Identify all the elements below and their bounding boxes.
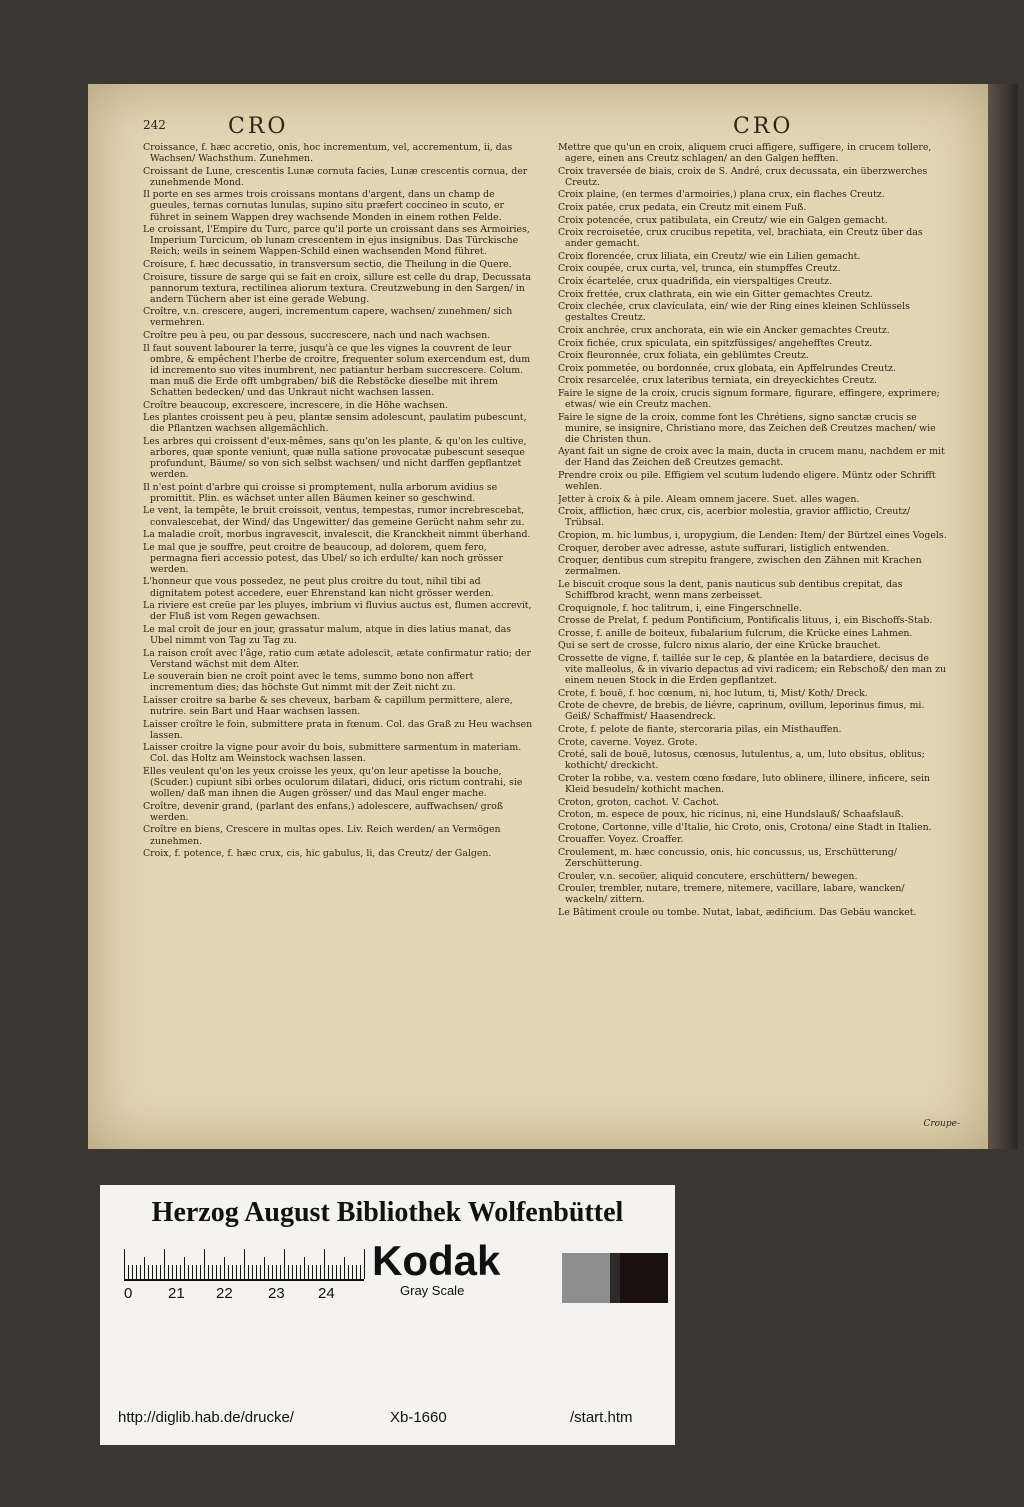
dictionary-entry: Croquer, dentibus cum strepitu frangere, zwischen den Zähnen mit Krachen zermalmen.	[558, 555, 922, 578]
url-label: http://diglib.hab.de/drucke/	[118, 1409, 294, 1426]
dictionary-entry: Il n'est point d'arbre qui croisse si promptement, nulla arborum avidius se promittit. Plin. es wächset unter allen Bäumen keiner so geschwind.	[143, 481, 498, 504]
ruler-tick	[284, 1249, 285, 1279]
ruler-tick	[260, 1265, 261, 1279]
dictionary-entry: Les plantes croissent peu à peu, plantæ sensim adolescunt, paulatim pubescunt, die Pflantzen wachsen allgemächlich.	[143, 412, 527, 435]
dictionary-entry: Le biscuit croque sous la dent, panis nauticus sub dentibus crepitat, das Schiffbrod kracht, wenn mans zerbeisset.	[558, 578, 903, 601]
dictionary-entry: Cropion, m. hic lumbus, i, uropygium, die Lenden: Item/ der Bürtzel eines Vogels.	[558, 530, 947, 541]
ruler-tick	[200, 1265, 201, 1279]
ruler-tick	[296, 1265, 297, 1279]
ruler-tick	[276, 1265, 277, 1279]
dictionary-entry: Le vent, la tempête, le bruit croissoit, ventus, tempestas, rumor increbrescebat, convalescebat, der Wind/ das Ungewitter/ das gemeine Gerücht nahm sehr zu.	[143, 505, 525, 528]
ruler-tick	[300, 1265, 301, 1279]
dictionary-entry: Croix frettée, crux clathrata, ein wie ein Gitter gemachtes Creutz.	[558, 288, 873, 300]
dictionary-entry: Elles veulent qu'on les yeux croisse les yeux, qu'on leur apetisse la bouche, (Scuder.) cupiunt sibi orbes oculorum dilatari, diduci, oris rictum contrahi, sie wollen/ daß man ihnen die Augen grösser/ und das Maul enger mache.	[143, 765, 523, 800]
dictionary-entry: Croix traversée de biais, croix de S. André, crux decussata, ein überzwerches Creutz.	[558, 165, 928, 188]
ruler-number: 24	[318, 1285, 335, 1302]
dictionary-entry: Croître, v.n. crescere, augeri, incrementum capere, wachsen/ zunehmen/ sich vermehren.	[143, 306, 513, 329]
dictionary-entry: Croix fichée, crux spiculata, ein spitzfüssiges/ angehefftes Creutz.	[558, 337, 873, 349]
gray-scale-label: Gray Scale	[400, 1283, 465, 1298]
dictionary-entry: Crote, f. bouë, f. hoc cœnum, ni, hoc lutum, ti, Mist/ Koth/ Dreck.	[558, 687, 868, 699]
ruler-tick	[316, 1265, 317, 1279]
dictionary-entry: Faire le signe de la croix, crucis signum formare, figurare, effingere, exprimere; etwas/ wie ein Creutz machen.	[558, 387, 940, 410]
dictionary-entry: Croix plaine, (en termes d'armoiries,) plana crux, ein flaches Creutz.	[558, 189, 885, 201]
ruler-tick	[272, 1265, 273, 1279]
dictionary-entry: Le croissant, l'Empire du Turc, parce qu'il porte un croissant dans ses Armoiries, Imperium Turcicum, ob lunam crescentem in ejus insignibus. Das Türckische Reich; weils in seinem Wappen-Schild einen wachsenden Mond führet.	[143, 224, 530, 258]
dictionary-entry: Croix, f. potence, f. hæc crux, cis, hic gabulus, li, das Creutz/ der Galgen.	[143, 848, 492, 860]
gray-swatch	[562, 1253, 610, 1303]
dictionary-entry: Croix potencée, crux patibulata, ein Creutz/ wie ein Galgen gemacht.	[558, 214, 888, 226]
ruler-tick	[188, 1265, 189, 1279]
dictionary-entry: L'honneur que vous possedez, ne peut plus croitre du tout, nihil tibi ad dignitatem potest accedere, euer Ehrenstand kan nicht grösser werden.	[143, 576, 494, 599]
ruler-tick	[208, 1265, 209, 1279]
ruler-tick	[308, 1265, 309, 1279]
ruler-tick	[156, 1265, 157, 1279]
ruler-tick	[280, 1265, 281, 1279]
left-column	[143, 142, 533, 1132]
ruler-tick	[152, 1265, 153, 1279]
ruler-tick	[192, 1265, 193, 1279]
dictionary-entry: Croisure, tissure de sarge qui se fait en croix, sillure est celle du drap, Decussata pannorum textura, rectilinea aliorum textura. Creutzwebung in den Sargen/ in andern Tüchern aber ist eine gerade Webung.	[143, 271, 532, 305]
dictionary-entry: Mettre que qu'un en croix, aliquem cruci affigere, suffigere, in crucem tollere, agere, einen ans Creutz schlagen/ an den Galgen hefften.	[558, 142, 932, 165]
dictionary-entry: La raison croît avec l'âge, ratio cum ætate adolescit, ætate confirmatur ratio; der Verstand wächst mit dem Alter.	[143, 647, 531, 670]
ruler-tick	[220, 1265, 221, 1279]
ruler-number: 23	[268, 1285, 285, 1302]
ruler-tick	[124, 1249, 125, 1279]
ruler-tick	[228, 1265, 229, 1279]
ruler-tick	[172, 1265, 173, 1279]
ruler-tick	[144, 1257, 145, 1279]
dictionary-entry: Croix anchrée, crux anchorata, ein wie ein Ancker gemachtes Creutz.	[558, 324, 890, 336]
shelfmark-label: Xb-1660	[390, 1409, 447, 1426]
running-head-left: CRO	[228, 114, 289, 139]
ruler-tick	[336, 1265, 337, 1279]
dictionary-entry: Croix coupée, crux curta, vel, trunca, ein stumpffes Creutz.	[558, 263, 841, 275]
ruler-tick	[196, 1265, 197, 1279]
ruler-number: 0	[124, 1285, 133, 1302]
ruler-tick	[244, 1249, 245, 1279]
ruler-tick	[204, 1249, 205, 1279]
dictionary-entry: Crote, f. pelote de fiante, stercoraria pilas, ein Misthauffen.	[558, 724, 842, 735]
ruler-tick	[352, 1265, 353, 1279]
dictionary-entry: Croix pommetée, ou bordonnée, crux globata, ein Apffelrundes Creutz.	[558, 362, 896, 374]
dictionary-entry: Croix recroisetée, crux crucibus repetita, vel, brachiata, ein Creutz über das ander gemacht.	[558, 227, 923, 250]
dictionary-entry: Le mal croît de jour en jour, grassatur malum, atque in dies latius manat, das Ubel nimmt von Tag zu Tag zu.	[143, 623, 512, 646]
dictionary-entry: Croître peu à peu, ou par dessous, succrescere, nach und nach wachsen.	[143, 330, 491, 341]
ruler-tick	[340, 1265, 341, 1279]
dictionary-entry: Crosse, f. anille de boiteux, fubalarium fulcrum, die Krücke eines Lahmen.	[558, 627, 913, 639]
dictionary-entry: La riviere est creüe par les pluyes, imbrium vi fluvius auctus est, flumen accrevit, der Fluß ist vom Regen gewachsen.	[143, 600, 532, 623]
dictionary-entry: Les arbres qui croissent d'eux-mêmes, sans qu'on les plante, & qu'on les cultive, arbores, quæ sponte veniunt, quæ nulla satione provocatæ pubescunt seseque profundunt, Bäume/ so von sich selbst wachsen/ und nicht darffen gepflantzet werden.	[143, 435, 527, 481]
dictionary-entry: Croix fleuronnée, crux foliata, ein geblümtes Creutz.	[558, 350, 809, 362]
dictionary-entry: Croton, m. espece de poux, hic ricinus, ni, eine Hundslauß/ Schaafslauß.	[558, 809, 904, 821]
book-page	[88, 84, 988, 1149]
dictionary-entry: Croter la robbe, v.a. vestem cœno fœdare, luto oblinere, illinere, inficere, sein Kleid besudeln/ kothicht machen.	[558, 772, 931, 795]
dictionary-entry: Le mal que je souffre, peut croitre de beaucoup, ad dolorem, quem fero, permagna fieri accessio potest, das Ubel/ so ich erdulte/ kan noch grösser werden.	[143, 541, 503, 575]
dictionary-entry: Le Bâtiment croule ou tombe. Nutat, labat, ædificium. Das Gebäu wancket.	[558, 906, 917, 918]
ruler-tick	[348, 1265, 349, 1279]
dictionary-entry: Croix patée, crux pedata, ein Creutz mit einem Fuß.	[558, 201, 807, 213]
ruler-tick	[160, 1265, 161, 1279]
ruler-tick	[248, 1265, 249, 1279]
ruler-tick	[240, 1265, 241, 1279]
ruler-tick	[364, 1249, 365, 1279]
dictionary-entry: Croissance, f. hæc accretio, onis, hoc incrementum, vel, accrementum, ii, das Wachsen/ Wachsthum. Zunehmen.	[143, 142, 513, 165]
ruler-tick	[360, 1265, 361, 1279]
dictionary-entry: Croquer, derober avec adresse, astute suffurari, listiglich entwenden.	[558, 542, 890, 554]
start-label: /start.htm	[570, 1409, 633, 1426]
dictionary-entry: Croisure, f. hæc decussatio, in transversum sectio, die Theilung in die Quere.	[143, 258, 512, 270]
ruler-tick	[252, 1265, 253, 1279]
dictionary-entry: Croître beaucoup, excrescere, increscere, in die Höhe wachsen.	[143, 399, 448, 411]
ruler-tick	[312, 1265, 313, 1279]
ruler-tick	[184, 1257, 185, 1279]
ruler-tick	[344, 1257, 345, 1279]
library-title: Herzog August Bibliothek Wolfenbüttel	[151, 1197, 624, 1228]
ruler-tick	[304, 1257, 305, 1279]
dictionary-entry: Qui se sert de crosse, fulcro nixus alario, der eine Krücke brauchet.	[558, 640, 881, 652]
dictionary-entry: Croître, devenir grand, (parlant des enfans,) adolescere, auffwachsen/ groß werden.	[143, 800, 504, 823]
dictionary-entry: Crouler, v.n. secoüer, aliquid concutere, erschüttern/ bewegen.	[558, 870, 858, 882]
dictionary-entry: Il faut souvent labourer la terre, jusqu'à ce que les vignes la couvrent de leur ombre, & empêchent l'herbe de croitre, frequenter solum exercendum est, dum id incremento suo vites inumbrent, nec patiantur herbam succrescere. Colum. man muß die Erde offt umbgraben/ biß die Rebstöcke dieselbe mit ihrem Schatten bedecken/ und das Unkraut nicht wachsen lassen.	[143, 342, 531, 398]
ruler-tick	[356, 1265, 357, 1279]
ruler-tick	[176, 1265, 177, 1279]
dictionary-entry: Croix resarcelée, crux lateribus terniata, ein dreyeckichtes Creutz.	[558, 375, 878, 387]
dictionary-entry: Jetter à croix & à pile. Aleam omnem jacere. Suet. alles wagen.	[558, 493, 860, 505]
ruler-scale	[124, 1249, 364, 1281]
ruler-tick	[136, 1265, 137, 1279]
library-color-card	[100, 1185, 675, 1445]
dictionary-entry: Croton, groton, cachot. V. Cachot.	[558, 796, 720, 808]
ruler-tick	[256, 1265, 257, 1279]
ruler-tick	[128, 1265, 129, 1279]
dictionary-entry: Laisser croitre la vigne pour avoir du bois, submittere sarmentum in materiam. Col. das Holtz am Weinstock wachsen lassen.	[143, 742, 522, 765]
dictionary-entry: Croix florencée, crux liliata, ein Creutz/ wie ein Lilien gemacht.	[558, 250, 861, 262]
ruler-tick	[148, 1265, 149, 1279]
ruler-tick	[288, 1265, 289, 1279]
dictionary-entry: Laisser croître le foin, submittere prata in fœnum. Col. das Graß zu Heu wachsen lassen.	[143, 718, 533, 741]
dictionary-entry: Croître en biens, Crescere in multas opes. Liv. Reich werden/ an Vermögen zunehmen.	[143, 824, 501, 847]
ruler-tick	[164, 1249, 165, 1279]
ruler-tick	[264, 1257, 265, 1279]
dictionary-entry: Ayant fait un signe de croix avec la main, ducta in crucem manu, nachdem er mit der Hand das Zeichen deß Creutzes gemacht.	[558, 446, 945, 469]
ruler-tick	[224, 1257, 225, 1279]
dictionary-entry: Crote, caverne. Voyez. Grote.	[558, 736, 698, 748]
dictionary-entry: Crouler, trembler, nutare, tremere, nitemere, vacillare, labare, wancken/ wackeln/ zittern.	[558, 883, 905, 906]
dictionary-entry: La maladie croît, morbus ingravescit, invalescit, die Kranckheit nimmt überhand.	[143, 529, 531, 541]
ruler-tick	[320, 1265, 321, 1279]
dictionary-entry: Crouaffer. Voyez. Croaffer.	[558, 834, 684, 846]
ruler-tick	[168, 1265, 169, 1279]
ruler-tick	[132, 1265, 133, 1279]
dictionary-entry: Faire le signe de la croix, comme font les Chrétiens, signo sanctæ crucis se munire, se insignire, Christiano more, das Zeichen deß Creutzes machen/ wie die Christen thun.	[558, 411, 936, 445]
dictionary-entry: Croulement, m. hæc concussio, onis, hic concussus, us, Erschütterung/ Zerschütterung.	[558, 846, 897, 870]
dictionary-entry: Prendre croix ou pile. Effigiem vel scutum ludendo eligere. Müntz oder Schrifft wehlen.	[558, 470, 936, 493]
dictionary-entry: Crosse de Prelat, f. pedum Pontificium, Pontificalis lituus, i, ein Bischoffs-Stab.	[558, 615, 933, 627]
ruler-tick	[212, 1265, 213, 1279]
ruler-tick	[324, 1249, 325, 1279]
dictionary-entry: Croté, sali de bouë, lutosus, cœnosus, lutulentus, a, um, luto obsitus, oblitus; kothicht/ dreckicht.	[558, 749, 925, 772]
dictionary-entry: Croix écartelée, crux quadrifida, ein vierspaltiges Creutz.	[558, 276, 833, 288]
right-column	[558, 142, 948, 1132]
page-number: 242	[143, 118, 166, 132]
dictionary-entry: Croix, affliction, hæc crux, cis, acerbior molestia, gravior afflictio, Creutz/ Trübsal.	[558, 506, 911, 529]
ruler-number: 22	[216, 1285, 233, 1302]
dictionary-entry: Croissant de Lune, crescentis Lunæ cornuta facies, Lunæ crescentis cornua, der zunehmende Mond.	[143, 165, 528, 188]
catchword: Croupe-	[923, 1119, 960, 1129]
ruler-tick	[328, 1265, 329, 1279]
dictionary-entry: Crotone, Cortonne, ville d'Italie, hic Croto, onis, Crotona/ eine Stadt in Italien.	[558, 821, 932, 833]
running-head-right: CRO	[733, 114, 794, 139]
ruler-tick	[268, 1265, 269, 1279]
dictionary-entry: Il porte en ses armes trois croissans montans d'argent, dans un champ de gueules, ternas cornutas lunulas, supino situ præfert coccineo in scuto, er führet in seinem Wappen drey wachsende Monden in einem rothen Felde.	[143, 189, 504, 223]
ruler-tick	[236, 1265, 237, 1279]
gray-swatch	[620, 1253, 668, 1303]
dictionary-entry: Croix clechée, crux clavículata, ein/ wie der Ring eines kleinen Schlüssels gestaltes Creutz.	[558, 301, 910, 324]
kodak-logo: Kodak	[372, 1237, 501, 1284]
ruler-tick	[232, 1265, 233, 1279]
ruler-number: 21	[168, 1285, 185, 1302]
ruler-tick	[332, 1265, 333, 1279]
ruler-tick	[292, 1265, 293, 1279]
ruler-tick	[180, 1265, 181, 1279]
dictionary-entry: Crossette de vigne, f. taillée sur le cep, & plantée en la batardiere, decisus de vite malleolus, & in vivario depactus ad vivi radicem; ein Rebschoß/ den man zu einem neuen Stock in die Erden gepflantzet.	[558, 652, 947, 687]
dictionary-entry: Crote de chevre, de brebis, de liévre, caprinum, ovillum, leporinus fimus, mi. Geiß/ Schaffmist/ Haasendreck.	[558, 700, 925, 723]
ruler-tick	[216, 1265, 217, 1279]
dictionary-entry: Le souverain bien ne croît point avec le tems, summo bono non affert incrementum dies; das höchste Gut nimmt mit der Zeit nicht zu.	[143, 671, 474, 694]
ruler-tick	[140, 1265, 141, 1279]
dictionary-entry: Croquignole, f. hoc talitrum, i, eine Fingerschnelle.	[558, 602, 802, 614]
dictionary-entry: Laisser croitre sa barbe & ses cheveux, barbam & capillum permittere, alere, nutrire. sein Bart und Haar wachsen lassen.	[143, 694, 513, 717]
